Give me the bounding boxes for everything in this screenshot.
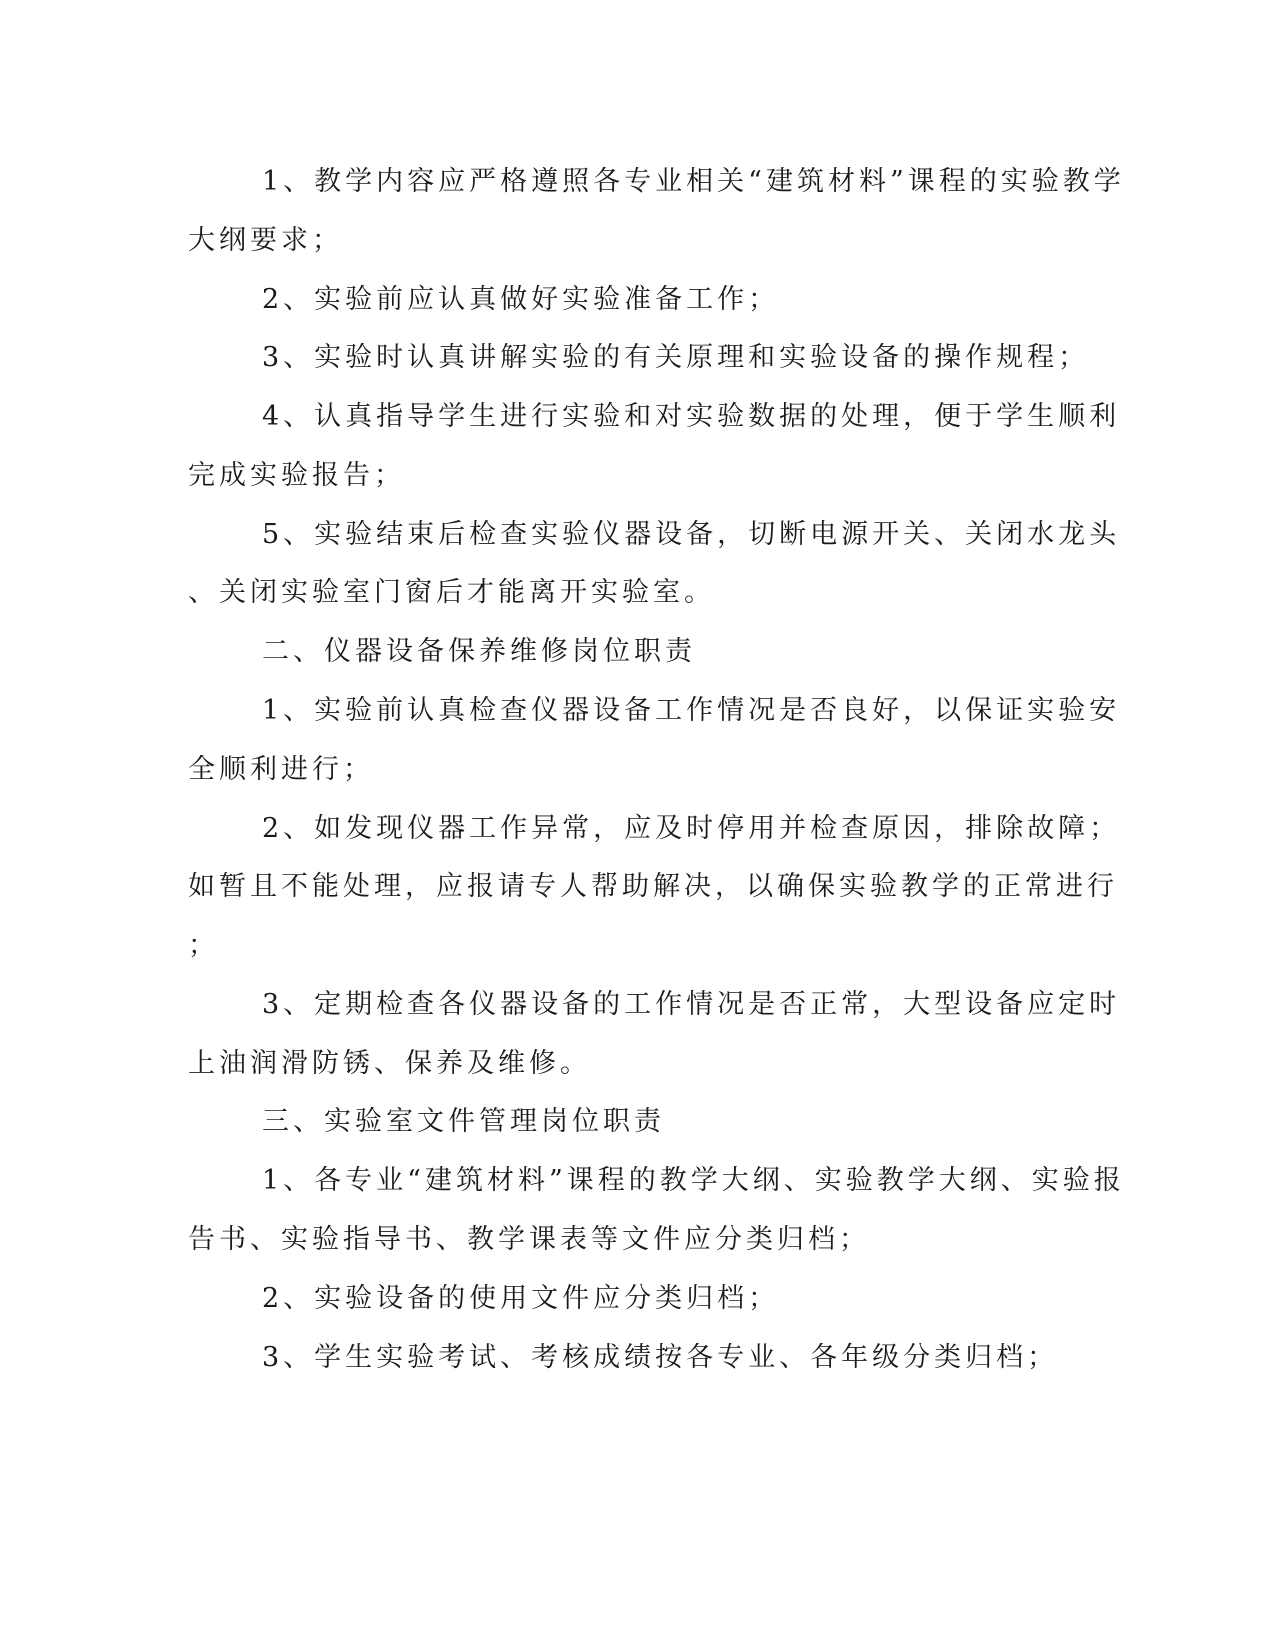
paragraph-line: 全顺利进行； — [188, 754, 374, 785]
paragraph-line: 4、认真指导学生进行实验和对实验数据的处理，便于学生顺利 — [262, 401, 1121, 432]
paragraph-line: 2、如发现仪器工作异常，应及时停用并检查原因，排除故障； — [262, 813, 1121, 844]
paragraph-line: 2、实验设备的使用文件应分类归档； — [262, 1283, 780, 1314]
section-heading: 二、仪器设备保养维修岗位职责 — [262, 636, 696, 667]
paragraph-line: 2、实验前应认真做好实验准备工作； — [262, 284, 780, 315]
paragraph-line: 3、定期检查各仪器设备的工作情况是否正常，大型设备应定时 — [262, 989, 1121, 1020]
paragraph-line: 1、各专业“建筑材料”课程的教学大纲、实验教学大纲、实验报 — [262, 1165, 1125, 1196]
paragraph-line: 上油润滑防锈、保养及维修。 — [188, 1048, 591, 1079]
paragraph-line: 1、教学内容应严格遵照各专业相关“建筑材料”课程的实验教学 — [262, 166, 1125, 197]
paragraph-line: ； — [188, 930, 219, 961]
paragraph-line: 5、实验结束后检查实验仪器设备，切断电源开关、关闭水龙头 — [262, 519, 1121, 550]
paragraph-line: 1、实验前认真检查仪器设备工作情况是否良好，以保证实验安 — [262, 695, 1121, 726]
paragraph-line: 完成实验报告； — [188, 460, 405, 491]
paragraph-line: 3、学生实验考试、考核成绩按各专业、各年级分类归档； — [262, 1342, 1059, 1373]
paragraph-line: 如暂且不能处理，应报请专人帮助解决，以确保实验教学的正常进行 — [188, 871, 1118, 902]
paragraph-line: 、关闭实验室门窗后才能离开实验室。 — [188, 577, 715, 608]
paragraph-line: 告书、实验指导书、教学课表等文件应分类归档； — [188, 1224, 870, 1255]
paragraph-line: 大纲要求； — [188, 225, 343, 256]
paragraph-line: 3、实验时认真讲解实验的有关原理和实验设备的操作规程； — [262, 342, 1090, 373]
section-heading: 三、实验室文件管理岗位职责 — [262, 1106, 665, 1137]
